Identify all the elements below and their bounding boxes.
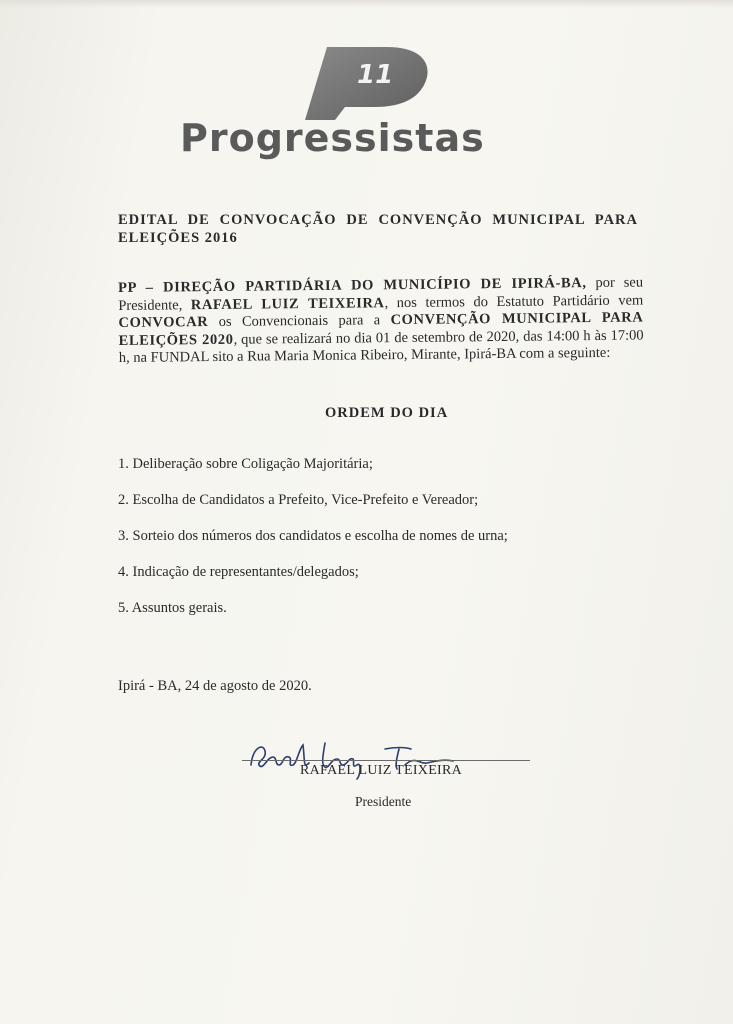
logo-wordmark: Progressistas	[180, 116, 485, 160]
logo-number: 11	[357, 60, 394, 90]
signer-role: Presidente	[355, 794, 412, 809]
headline-line-2: ELEIÇÕES 2016	[118, 229, 238, 246]
signature-line	[242, 760, 530, 761]
intro-party-direction: PP – DIREÇÃO PARTIDÁRIA DO MUNICÍPIO DE IPIRÁ-BA,	[118, 275, 587, 296]
agenda-item: 5. Assuntos gerais.	[118, 600, 227, 616]
intro-text-2b: , nos termos do Estatuto Partidário vem	[384, 292, 644, 311]
convocation-paragraph	[118, 275, 644, 368]
document-headline	[118, 212, 638, 247]
agenda-item: 4. Indicação de representantes/delegados;	[118, 564, 359, 580]
agenda-item: 2. Escolha de Candidatos a Prefeito, Vice-Prefeito e Vereador;	[118, 492, 479, 508]
intro-president-name: RAFAEL LUIZ TEIXEIRA	[190, 294, 385, 313]
logo-mark-icon	[305, 45, 435, 120]
intro-elections: ELEIÇÕES 2020	[118, 331, 234, 349]
signer-name: RAFAEL LUIZ TEIXEIRA	[300, 763, 463, 778]
intro-text-1: por seu	[586, 274, 644, 292]
order-of-the-day-title: ORDEM DO DIA	[325, 405, 449, 421]
date-line: Ipirá - BA, 24 de agosto de 2020.	[118, 678, 312, 694]
intro-line-5: h, na FUNDAL sito a Rua Maria Monica Ribeiro, Mirante, Ipirá-BA com a seguinte:	[118, 344, 611, 366]
intro-text-4: , que se realizará no dia 01 de setembro de 2020, das 14:00 h às 17:00	[233, 326, 644, 348]
agenda-list	[118, 456, 508, 636]
intro-text-3: os Convencionais para a	[208, 312, 391, 331]
page-edge-shadow	[0, 0, 733, 8]
party-logo	[170, 40, 550, 170]
headline-line-1: EDITAL DE CONVOCAÇÃO DE CONVENÇÃO MUNICIPAL PARA	[118, 212, 638, 228]
intro-convention-title: CONVENÇÃO MUNICIPAL PARA	[390, 309, 644, 329]
agenda-item: 3. Sorteio dos números dos candidatos e escolha de nomes de urna;	[118, 528, 508, 544]
agenda-item: 1. Deliberação sobre Coligação Majoritária;	[118, 456, 373, 472]
intro-text-2a: Presidente,	[118, 296, 191, 314]
intro-convocar: CONVOCAR	[118, 314, 209, 331]
